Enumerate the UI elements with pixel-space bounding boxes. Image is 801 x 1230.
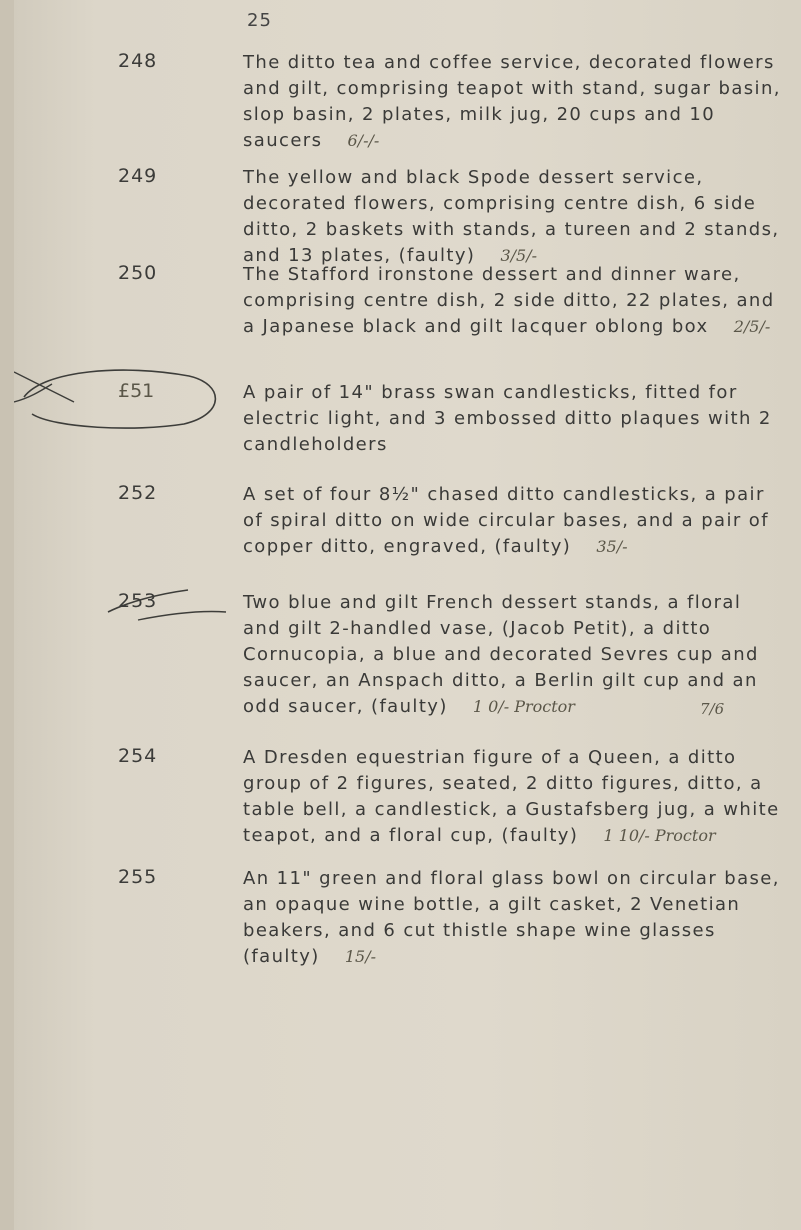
lot-text: A set of four 8½" chased ditto candlesticks, a pair of spiral ditto on wide circular bases, and a pair of copper ditto, engraved, (faulty) xyxy=(243,484,769,557)
lot-text: The yellow and black Spode dessert service, decorated flowers, comprising centre dish, 6 side ditto, 2 baskets with stands, a tureen and 2 stands, and 13 plates, (faulty) xyxy=(243,167,780,266)
page-edge xyxy=(0,0,14,1230)
lot-price: 35/- xyxy=(596,537,628,556)
lot-description xyxy=(243,50,783,154)
lot-description xyxy=(243,380,783,458)
lot-number: 249 xyxy=(118,165,158,187)
lot-text: An 11" green and floral glass bowl on circular base, an opaque wine bottle, a gilt casket, 2 Venetian beakers, and 6 cut thistle shape wine glasses (faulty) xyxy=(243,868,780,967)
lot-description xyxy=(243,866,783,970)
lot-description xyxy=(243,262,783,340)
lot-price: 1 0/- Proctor xyxy=(472,697,575,716)
lot-number: 252 xyxy=(118,482,158,504)
lot-number-handwritten: £51 xyxy=(118,380,155,402)
page-number: 25 xyxy=(247,10,272,31)
lot-description xyxy=(243,165,783,269)
lot-text: The ditto tea and coffee service, decorated flowers and gilt, comprising teapot with stand, sugar basin, slop basin, 2 plates, milk jug, 20 cups and 10 saucers xyxy=(243,52,781,151)
lot-number: 255 xyxy=(118,866,158,888)
lot-text: A pair of 14" brass swan candlesticks, fitted for electric light, and 3 embossed ditto plaques with 2 candleholders xyxy=(243,382,772,455)
lot-price: 6/-/- xyxy=(347,131,380,150)
lot-number: 253 xyxy=(118,590,158,612)
lot-text: Two blue and gilt French dessert stands, a floral and gilt 2-handled vase, (Jacob Petit), a ditto Cornucopia, a blue and decorated Sevres cup and saucer, an Anspach ditto, a Berlin gilt cup and an odd saucer, (faulty) xyxy=(243,592,759,717)
lot-price: 15/- xyxy=(344,947,377,966)
lot-text: The Stafford ironstone dessert and dinner ware, comprising centre dish, 2 side ditto, 22 plates, and a Japanese black and gilt lacquer oblong box xyxy=(243,264,775,337)
lot-number: 254 xyxy=(118,745,158,767)
lot-description xyxy=(243,482,783,560)
lot-text: A Dresden equestrian figure of a Queen, a ditto group of 2 figures, seated, 2 ditto figures, ditto, a table bell, a candlestick, a Gustafsberg jug, a white teapot, and a floral cup, (faulty) xyxy=(243,747,780,846)
lot-price: 2/5/- xyxy=(733,317,771,336)
lot-price: 1 10/- Proctor xyxy=(603,826,716,845)
lot-description xyxy=(243,745,783,849)
lot-number: 250 xyxy=(118,262,158,284)
lot-price: 3/5/- xyxy=(500,246,538,265)
margin-note: 7/6 xyxy=(700,700,725,718)
lot-number: 248 xyxy=(118,50,158,72)
